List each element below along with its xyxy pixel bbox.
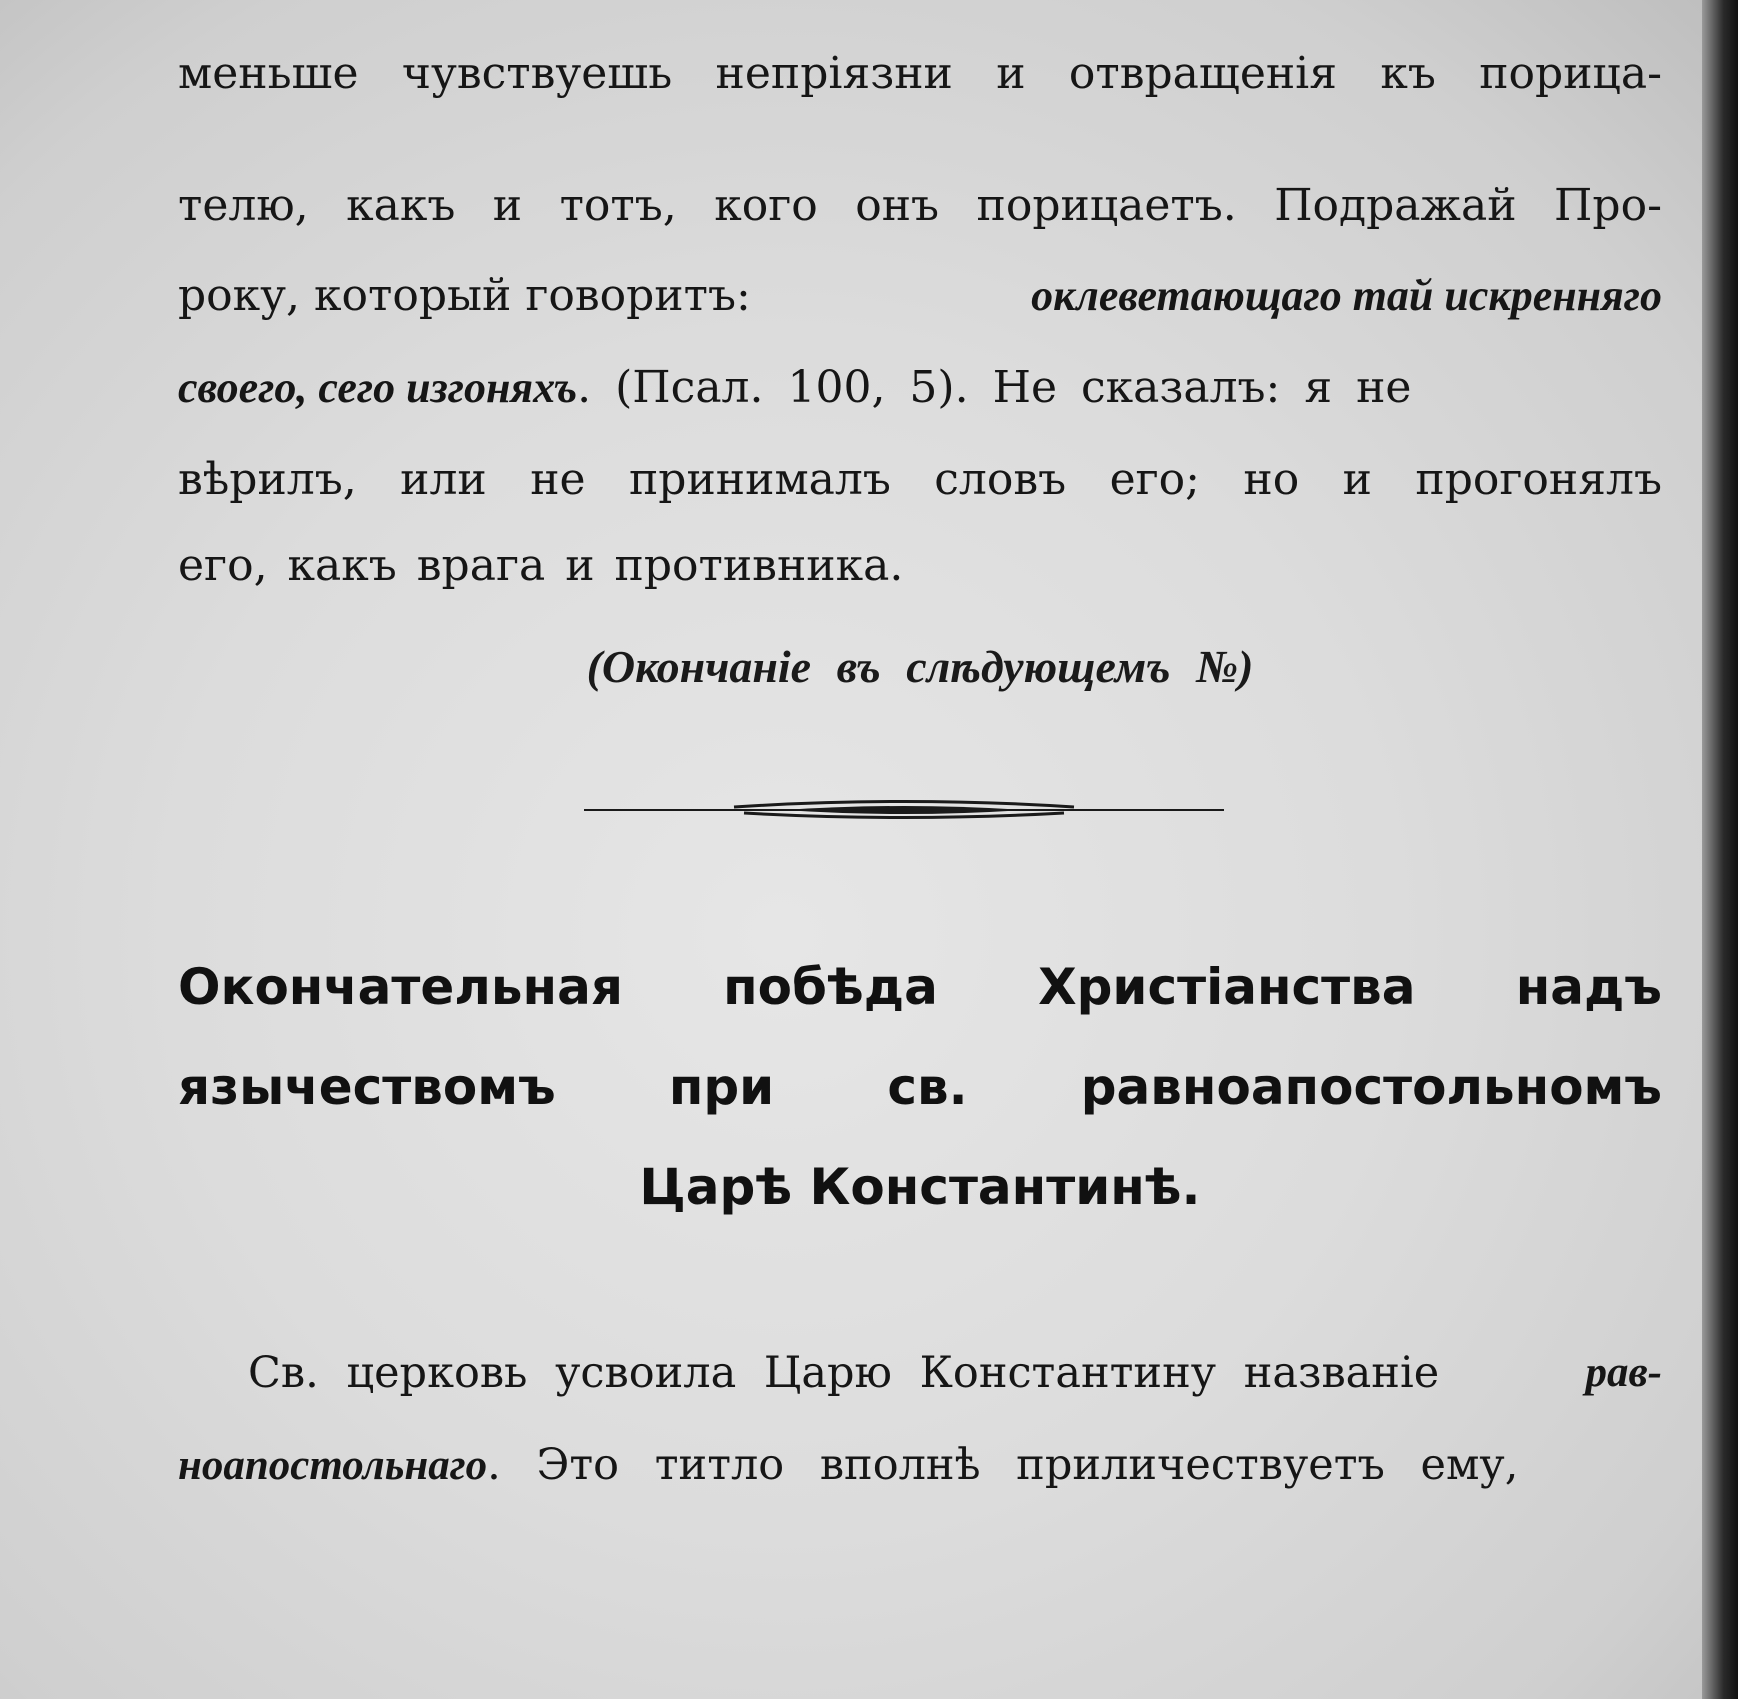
line-2-word-5: кого	[714, 180, 818, 231]
paragraph-2-line-2	[178, 1440, 1662, 1490]
line-5-word-4: принималъ	[628, 454, 891, 505]
line-5-word-5: словъ	[934, 454, 1067, 505]
line-5-word-3: не	[530, 454, 586, 505]
paragraph-2-line-2-plain: . Это титло вполнѣ приличествуетъ ему,	[487, 1440, 1519, 1490]
text-line-4-quote: своего, сего изгоняхъ	[178, 363, 578, 412]
line-5-word-9: прогонялъ	[1415, 454, 1662, 505]
heading-1-word-3: Христіанства	[1038, 958, 1416, 1016]
line-1-word-7: порица-	[1479, 48, 1662, 99]
article-heading-line-3: Царѣ Константинѣ.	[639, 1158, 1201, 1216]
paragraph-1	[178, 40, 1662, 591]
line-1-word-6: къ	[1380, 48, 1436, 99]
text-line-2	[178, 176, 1662, 236]
line-5-word-6: его;	[1109, 454, 1200, 505]
text-line-3	[178, 266, 1662, 326]
line-1-word-2: чувствуешь	[401, 48, 673, 99]
heading-2-word-2: при	[668, 1058, 775, 1116]
article-heading-line-2	[178, 1058, 1662, 1116]
line-2-word-1: телю,	[178, 180, 309, 231]
line-5-word-1: вѣрилъ,	[178, 454, 357, 505]
text-line-5	[178, 450, 1662, 510]
continuation-note: (Окончаніе въ слѣдующемъ №)	[586, 641, 1254, 692]
line-1-word-1: меньше	[178, 48, 359, 99]
line-5-word-8: и	[1342, 454, 1372, 505]
heading-2-word-3: св.	[887, 1058, 968, 1116]
decorative-rule	[584, 790, 1224, 830]
text-line-4	[178, 358, 1662, 418]
line-1-word-4: и	[996, 48, 1026, 99]
page-binding-shadow	[1702, 0, 1738, 1699]
paragraph-2-line-2-italic: ноапостольнаго	[178, 1442, 488, 1489]
paragraph-2-line-1	[178, 1348, 1662, 1398]
text-line-3-quote: оклеветающаго тай искренняго	[1031, 271, 1662, 320]
line-1-word-5: отвращенія	[1068, 48, 1338, 99]
line-2-word-3: и	[492, 180, 523, 231]
line-2-word-2: какъ	[346, 180, 456, 231]
text-line-1	[178, 44, 1662, 104]
heading-1-word-4: надъ	[1515, 958, 1662, 1016]
line-5-word-2: или	[400, 454, 487, 505]
line-2-word-7: порицаетъ.	[976, 180, 1237, 231]
heading-2-word-4: равноапостольномъ	[1080, 1058, 1662, 1116]
paragraph-2-line-1-italic: рав-	[1585, 1349, 1662, 1396]
line-2-word-8: Подражай	[1274, 180, 1517, 231]
text-line-4-plain: . (Псал. 100, 5). Не сказалъ: я не	[577, 362, 1412, 413]
paragraph-2-line-1-plain: Св. церковь усвоила Царю Константину названіе	[248, 1348, 1440, 1398]
line-2-word-6: онъ	[855, 180, 940, 231]
heading-1-word-2: побѣда	[723, 958, 938, 1016]
line-1-word-3: непріязни	[715, 48, 953, 99]
line-5-word-7: но	[1243, 454, 1300, 505]
text-line-3-plain: року, который говоритъ:	[178, 270, 751, 321]
line-2-word-4: тотъ,	[559, 180, 677, 231]
line-2-word-9: Про-	[1554, 180, 1662, 231]
article-heading-line-1	[178, 958, 1662, 1016]
heading-2-word-1: язычествомъ	[178, 1058, 556, 1116]
text-line-6: его, какъ врага и противника.	[178, 540, 904, 591]
heading-1-word-1: Окончательная	[178, 958, 623, 1016]
